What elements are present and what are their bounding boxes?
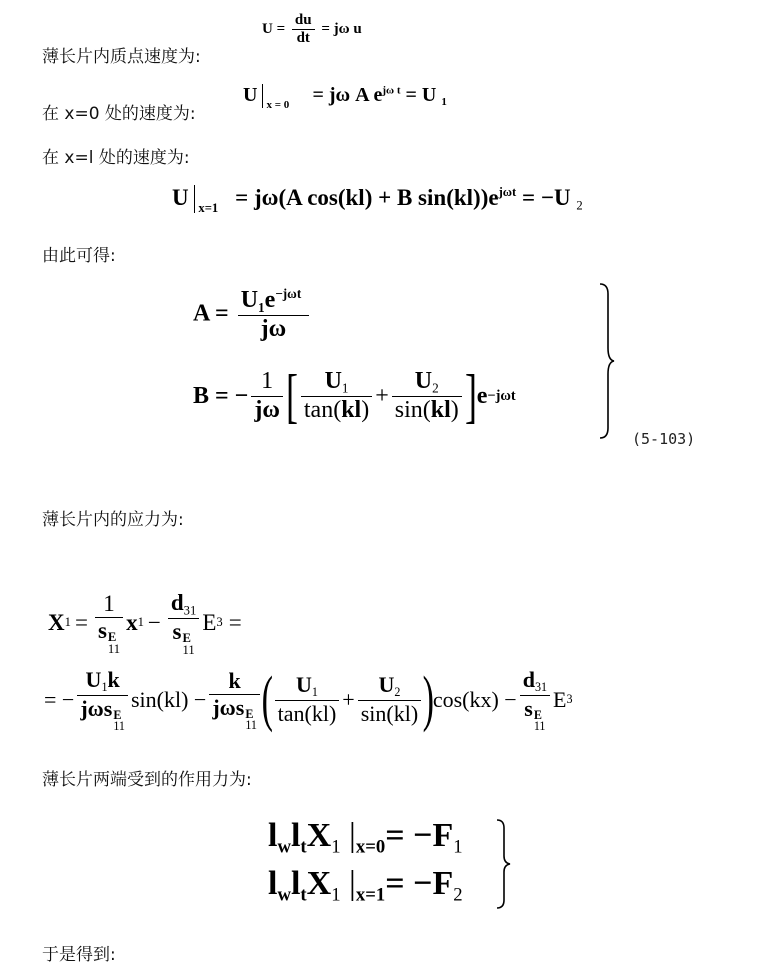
sub-sup (113, 710, 125, 732)
subscript: 1 (331, 836, 341, 858)
subscript: 31 (534, 680, 548, 695)
superscript: E (113, 708, 122, 723)
numerator: k (209, 668, 260, 694)
eq-term: U (295, 672, 312, 698)
denominator: sin(kl) (360, 701, 419, 727)
eq-term: E (202, 609, 217, 635)
subscript: 3 (566, 692, 573, 706)
eq-term: l (290, 865, 301, 902)
eq-term: = −F (385, 817, 454, 854)
eq-term: A = (193, 300, 229, 327)
denominator: dt (296, 30, 310, 47)
fraction-d31-sE11 (520, 667, 550, 732)
fraction-U2-sin (358, 672, 421, 726)
fraction-du-dt (292, 12, 315, 48)
subscript: 1 (101, 680, 108, 695)
subscript: t (300, 836, 307, 858)
fraction-d31-sE11 (168, 590, 199, 656)
right-bracket: ] (464, 363, 477, 429)
superscript: E (533, 708, 542, 723)
eq-term: sin( (394, 397, 431, 424)
subscript: 31 (183, 603, 197, 618)
eq-term: cos(kx) − (432, 686, 517, 712)
superscript: E (182, 631, 191, 646)
eq-term: U (414, 368, 433, 395)
eq-term: = (228, 609, 242, 635)
eq-term: = U (405, 84, 437, 106)
eq-term: jω (212, 694, 236, 720)
eq-term: sin(kl) − (130, 686, 207, 712)
subscript: 2 (576, 198, 583, 213)
eq-term: = (276, 21, 286, 38)
sub-sup (108, 632, 120, 655)
equation-velocity-x0 (243, 84, 447, 111)
eq-term: l (268, 865, 278, 902)
subscript: 1 (453, 836, 463, 858)
subscript: 1 (331, 884, 341, 906)
exponent: −jωt (275, 286, 302, 301)
superscript: E (107, 630, 117, 645)
evaluation-bar (194, 185, 229, 216)
subscript: w (277, 884, 291, 906)
subscript: 11 (245, 717, 257, 732)
eq-term: s (524, 696, 533, 722)
subscript: 11 (533, 719, 546, 734)
equation-stress-X1 (48, 590, 242, 656)
numerator (168, 590, 199, 619)
sub-sup (534, 710, 546, 732)
subscript: 1 (64, 615, 71, 630)
eq-term: s (235, 694, 245, 720)
numerator (358, 672, 421, 701)
numerator: 1 (95, 591, 123, 618)
subscript: 2 (394, 685, 401, 700)
equation-number: (5-103) (632, 430, 696, 448)
right-paren: ) (422, 665, 435, 733)
equation-end-force-2 (268, 860, 463, 920)
eq-term: U (243, 84, 258, 106)
subscript: 3 (216, 615, 223, 630)
eq-term: d (170, 590, 184, 615)
denominator (392, 397, 462, 425)
fraction-k (209, 668, 260, 730)
eq-term: jω (80, 696, 104, 722)
eq-term: = jω(A cos(kl) + B sin(kl))e (235, 185, 499, 210)
subscript: w (277, 836, 291, 858)
eq-term: U (85, 667, 102, 693)
eq-term: s (97, 618, 107, 644)
fraction-U2-sin (392, 368, 462, 424)
text-therefore: 由此可得: (42, 246, 116, 266)
eq-term: − (147, 609, 161, 635)
eq-term: U (324, 368, 342, 395)
eq-term: + (342, 686, 355, 712)
left-bracket: [ (285, 363, 298, 429)
subscript: 11 (107, 641, 121, 656)
denominator: jω (260, 316, 287, 343)
numerator: 1 (251, 368, 283, 397)
eq-term: U (262, 21, 273, 38)
denominator (77, 696, 128, 732)
numerator (275, 672, 340, 701)
numerator (301, 368, 372, 397)
eq-term: e (264, 287, 276, 314)
eq-term: = −U (521, 185, 571, 210)
denominator (520, 696, 550, 732)
eq-term: = jω A e (312, 84, 383, 106)
eq-term: = −F (385, 865, 454, 902)
eq-term: B = − (193, 383, 249, 409)
subscript: 11 (182, 642, 195, 657)
eq-term: kl (430, 397, 451, 424)
denominator: jω (254, 397, 280, 423)
text-velocity-x0: 在 x=0 处的速度为: (42, 104, 196, 124)
eq-term: = jω u (321, 21, 362, 38)
eq-term: x (126, 609, 138, 635)
right-brace-icon (494, 818, 514, 910)
numerator (77, 667, 128, 696)
right-brace-icon (596, 282, 618, 440)
eq-term: kl (341, 397, 362, 424)
denominator (301, 397, 372, 425)
subscript: 1 (311, 685, 318, 700)
eval-condition: x=1 (198, 201, 219, 216)
text-thus: 于是得到: (42, 945, 116, 965)
eq-term: U (378, 672, 395, 698)
subscript: 1 (258, 299, 265, 315)
superscript: E (245, 706, 254, 721)
eq-term: = (74, 609, 88, 635)
denominator (95, 618, 123, 655)
denominator (168, 619, 199, 656)
subscript: 1 (341, 380, 349, 396)
subscript: 11 (113, 719, 125, 734)
fraction-1-sE11 (95, 591, 123, 655)
text-end-forces: 薄长片两端受到的作用力为: (42, 770, 252, 790)
eq-term: s (103, 696, 113, 722)
eq-term: X (306, 817, 332, 854)
eq-term: tan( (303, 397, 342, 424)
eval-condition: x=1 (355, 884, 386, 906)
sub-sup (182, 633, 194, 656)
denominator: tan(kl) (277, 701, 337, 727)
subscript: 2 (453, 884, 463, 906)
eq-term: l (290, 817, 301, 854)
eq-term: U (172, 185, 189, 210)
exponent: −jωt (487, 388, 516, 404)
text-velocity-xl: 在 x=l 处的速度为: (42, 148, 190, 168)
eq-term: k (107, 667, 120, 693)
eq-term: X (48, 609, 65, 635)
eval-condition: x = 0 (266, 98, 290, 111)
denominator (209, 695, 260, 731)
eq-term: l (268, 817, 278, 854)
numerator: du (292, 12, 315, 30)
fraction-U1-tan (275, 672, 340, 726)
equation-velocity-definition (262, 12, 362, 48)
eq-term: ) (450, 397, 459, 424)
fraction-U1k (77, 667, 128, 732)
equation-B (193, 362, 516, 431)
sub-sup (245, 706, 257, 732)
subscript: 1 (137, 615, 144, 630)
eq-term: d (522, 667, 535, 693)
eval-condition: x=0 (355, 836, 386, 858)
eq-term: + (375, 383, 389, 409)
eq-term: e (476, 383, 488, 409)
evaluation-bar: | (349, 865, 356, 902)
eq-term: U (240, 287, 259, 314)
text-particle-velocity: 薄长片内质点速度为: (42, 47, 201, 67)
numerator (520, 667, 550, 696)
subscript: 2 (432, 380, 439, 396)
equation-stress-expanded (44, 664, 573, 735)
eq-term: X (306, 865, 332, 902)
numerator (392, 368, 462, 397)
fraction-A (238, 286, 310, 344)
eq-term: ) (361, 397, 370, 424)
evaluation-bar: | (349, 817, 356, 854)
subscript: t (300, 884, 307, 906)
exponent: jωt (498, 185, 517, 200)
subscript: 1 (441, 95, 447, 108)
exponent: jω t (382, 84, 401, 97)
evaluation-bar (262, 84, 307, 111)
text-stress: 薄长片内的应力为: (42, 510, 184, 530)
eq-term: s (172, 618, 182, 644)
eq-term: E (553, 686, 567, 712)
equation-velocity-xl (172, 185, 583, 216)
fraction-U1-tan (301, 368, 372, 424)
eq-term: = − (44, 686, 75, 712)
fraction-1-jw (251, 368, 283, 424)
numerator (238, 286, 310, 316)
equation-A (193, 286, 312, 344)
left-paren: ( (261, 665, 273, 733)
